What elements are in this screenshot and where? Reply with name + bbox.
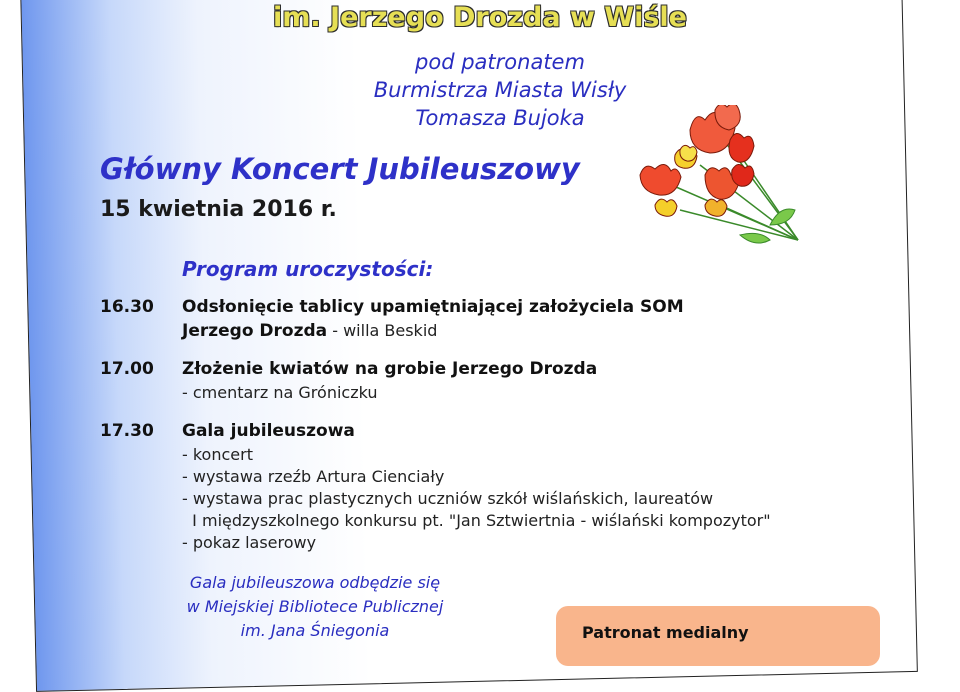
event-title: Główny Koncert Jubileuszowy: [100, 152, 580, 186]
program-item-1-line1: Odsłonięcie tablicy upamiętniającej założyciela SOM: [182, 297, 684, 317]
program-item-2-line1: Złożenie kwiatów na grobie Jerzego Drozda: [182, 359, 598, 379]
program-sub-item: - pokaz laserowy: [182, 533, 317, 552]
program-sub-item: I międzyszkolnego konkursu pt. "Jan Sztwiertnia - wiślański kompozytor": [182, 511, 771, 530]
venue-line-1: Gala jubileuszowa odbędzie się: [189, 573, 441, 592]
patron-role: Burmistrza Miasta Wisły: [373, 78, 627, 102]
venue-line-3: im. Jana Śniegonia: [240, 621, 390, 640]
time-1700: 17.00: [100, 359, 154, 379]
program-item-1-location: - willa Beskid: [327, 321, 438, 340]
program-item-1-bold: Jerzego Drozda: [182, 321, 328, 341]
event-date: 15 kwietnia 2016 r.: [100, 197, 337, 222]
program-item-2-line2: - cmentarz na Gróniczku: [182, 383, 378, 402]
time-1630: 16.30: [100, 297, 154, 317]
program-sub-item: - wystawa rzeźb Artura Cienciały: [182, 467, 445, 486]
program-sub-item: - koncert: [182, 445, 253, 464]
tulip-bouquet-icon: [620, 105, 810, 250]
program-sub-item: - wystawa prac plastycznych uczniów szkół wiślańskich, laureatów: [182, 489, 714, 508]
media-patronage-label: Patronat medialny: [582, 623, 749, 642]
venue-line-2: w Miejskiej Bibliotece Publicznej: [186, 597, 444, 616]
patronage-intro: pod patronatem: [415, 50, 585, 74]
media-patronage-box: [556, 606, 880, 666]
time-1730: 17.30: [100, 421, 154, 441]
patron-name: Tomasza Bujoka: [415, 106, 585, 130]
program-item-1-line2: [182, 321, 437, 341]
poster-subtitle: im. Jerzego Drozda w Wiśle: [273, 2, 687, 33]
program-item-3-line1: Gala jubileuszowa: [182, 421, 355, 441]
program-heading: Program uroczystości:: [182, 257, 434, 281]
